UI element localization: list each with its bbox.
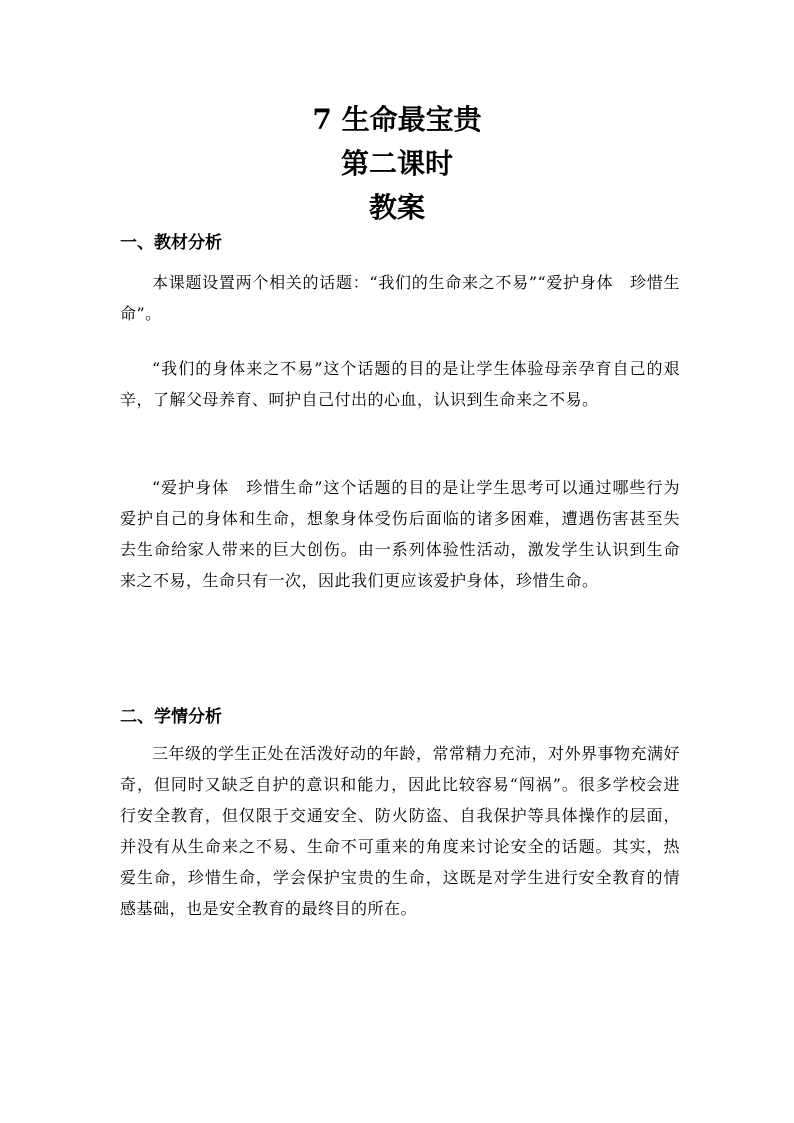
document-type: 教案	[368, 191, 425, 224]
lesson-period: 第二课时	[340, 147, 453, 180]
section-heading-student-analysis: 二、学情分析	[120, 707, 222, 727]
section-heading-textbook-analysis: 一、教材分析	[120, 233, 222, 253]
paragraph: “我们的身体来之不易”这个话题的目的是让学生体验母亲孕育自己的艰辛，了解父母养育、呵护自己付出的心血，认识到生命来之不易。	[120, 359, 680, 409]
title-block	[0, 98, 794, 230]
paragraph: 三年级的学生正处在活泼好动的年龄，常常精力充沛，对外界事物充满好奇，但同时又缺乏自护的意识和能力，因此比较容易“闯祸”。很多学校会进行安全教育，但仅限于交通安全、防火防盗、自我保护等具体操作的层面，并没有从生命来之不易、生命不可重来的角度来讨论安全的话题。其实，热爱生命，珍惜生命，学会保护宝贵的生命，这既是对学生进行安全教育的情感基础，也是安全教育的最终目的所在。	[120, 744, 681, 918]
lesson-title: 7 生命最宝贵	[312, 103, 482, 136]
paragraph: “爱护身体 珍惜生命”这个话题的目的是让学生思考可以通过哪些行为爱护自己的身体和生命，想象身体受伤后面临的诸多困难，遭遇伤害甚至失去生命给家人带来的巨大创伤。由一系列体验性活动，激发学生认识到生命来之不易，生命只有一次，因此我们更应该爱护身体，珍惜生命。	[120, 478, 680, 590]
paragraph: 本课题设置两个相关的话题：“我们的生命来之不易”“爱护身体 珍惜生命”。	[120, 273, 680, 323]
